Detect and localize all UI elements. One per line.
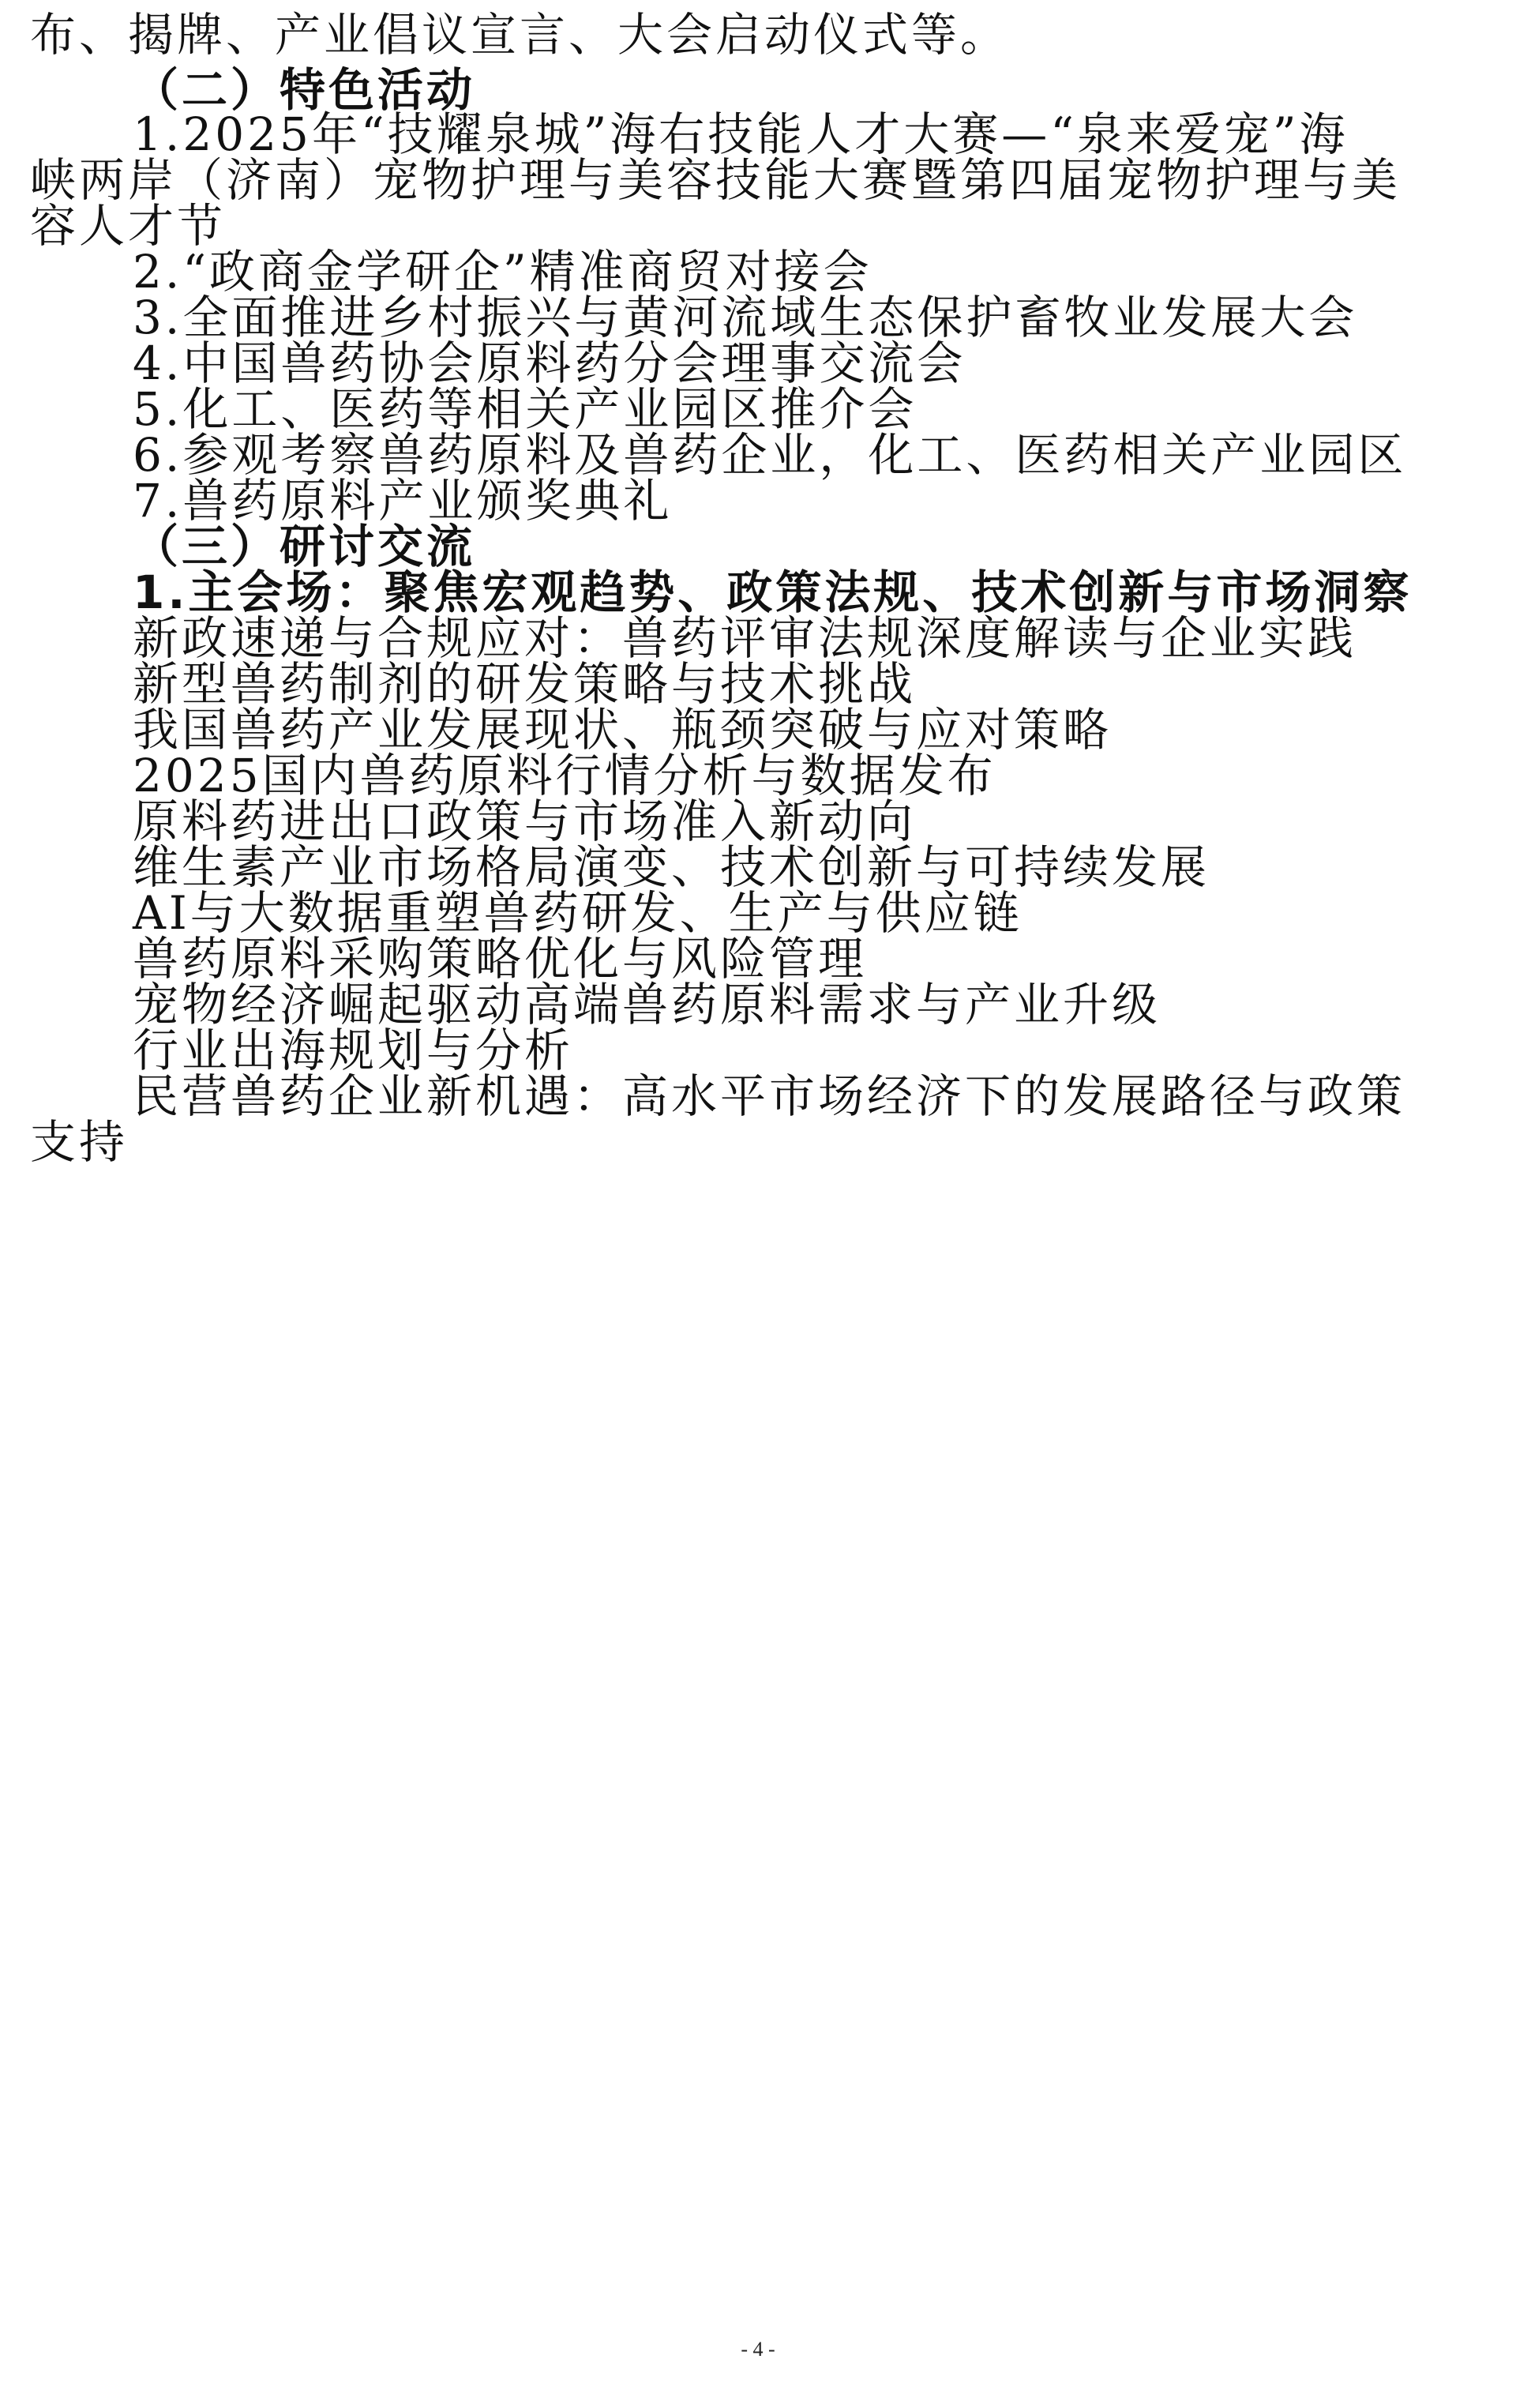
section-heading-seminars: （三）研讨交流 [133, 520, 476, 573]
activity-item-1-line-1: 1.2025年“技耀泉城”海右技能人才大赛—“泉来爱宠”海 [133, 107, 1349, 161]
page-number: - 4 - [741, 2338, 775, 2361]
topic-item: 兽药原料采购策略优化与风险管理 [133, 932, 868, 986]
topic-item: 宠物经济崛起驱动高端兽药原料需求与产业升级 [133, 978, 1161, 1031]
topic-item-multiline-line-2: 支持 [30, 1115, 129, 1169]
topic-item: 新型兽药制剂的研发策略与技术挑战 [133, 657, 917, 711]
paragraph-continuation-line: 布、揭牌、产业倡议宣言、大会启动仪式等。 [30, 8, 1010, 62]
topic-item: 2025国内兽药原料行情分析与数据发布 [133, 749, 996, 802]
activity-item-4: 4.中国兽药协会原料药分会理事交流会 [133, 336, 966, 390]
topic-item: 新政速递与合规应对：兽药评审法规深度解读与企业实践 [133, 611, 1357, 665]
topic-item: 原料药进出口政策与市场准入新动向 [133, 795, 917, 848]
activity-item-3: 3.全面推进乡村振兴与黄河流域生态保护畜牧业发展大会 [133, 291, 1358, 344]
topic-item: 行业出海规划与分析 [133, 1024, 574, 1077]
topic-item: AI与大数据重塑兽药研发、生产与供应链 [133, 886, 1023, 940]
activity-item-5: 5.化工、医药等相关产业园区推介会 [133, 382, 917, 436]
topic-item: 我国兽药产业发展现状、瓶颈突破与应对策略 [133, 703, 1113, 757]
section-heading-special-activities: （二）特色活动 [133, 63, 476, 117]
activity-item-6: 6.参观考察兽药原料及兽药企业，化工、医药相关产业园区 [133, 428, 1407, 482]
activity-item-7: 7.兽药原料产业颁奖典礼 [133, 474, 673, 528]
activity-item-2: 2.“政商金学研企”精准商贸对接会 [133, 245, 872, 299]
activity-item-1-line-2: 峡两岸（济南）宠物护理与美容技能大赛暨第四届宠物护理与美 [30, 153, 1402, 207]
activity-item-1-line-3: 容人才节 [30, 199, 227, 253]
topic-item: 维生素产业市场格局演变、技术创新与可持续发展 [133, 840, 1210, 894]
main-venue-heading: 1.主会场：聚焦宏观趋势、政策法规、技术创新与市场洞察 [133, 565, 1413, 619]
topic-item-multiline-line-1: 民营兽药企业新机遇：高水平市场经济下的发展路径与政策 [133, 1069, 1406, 1123]
